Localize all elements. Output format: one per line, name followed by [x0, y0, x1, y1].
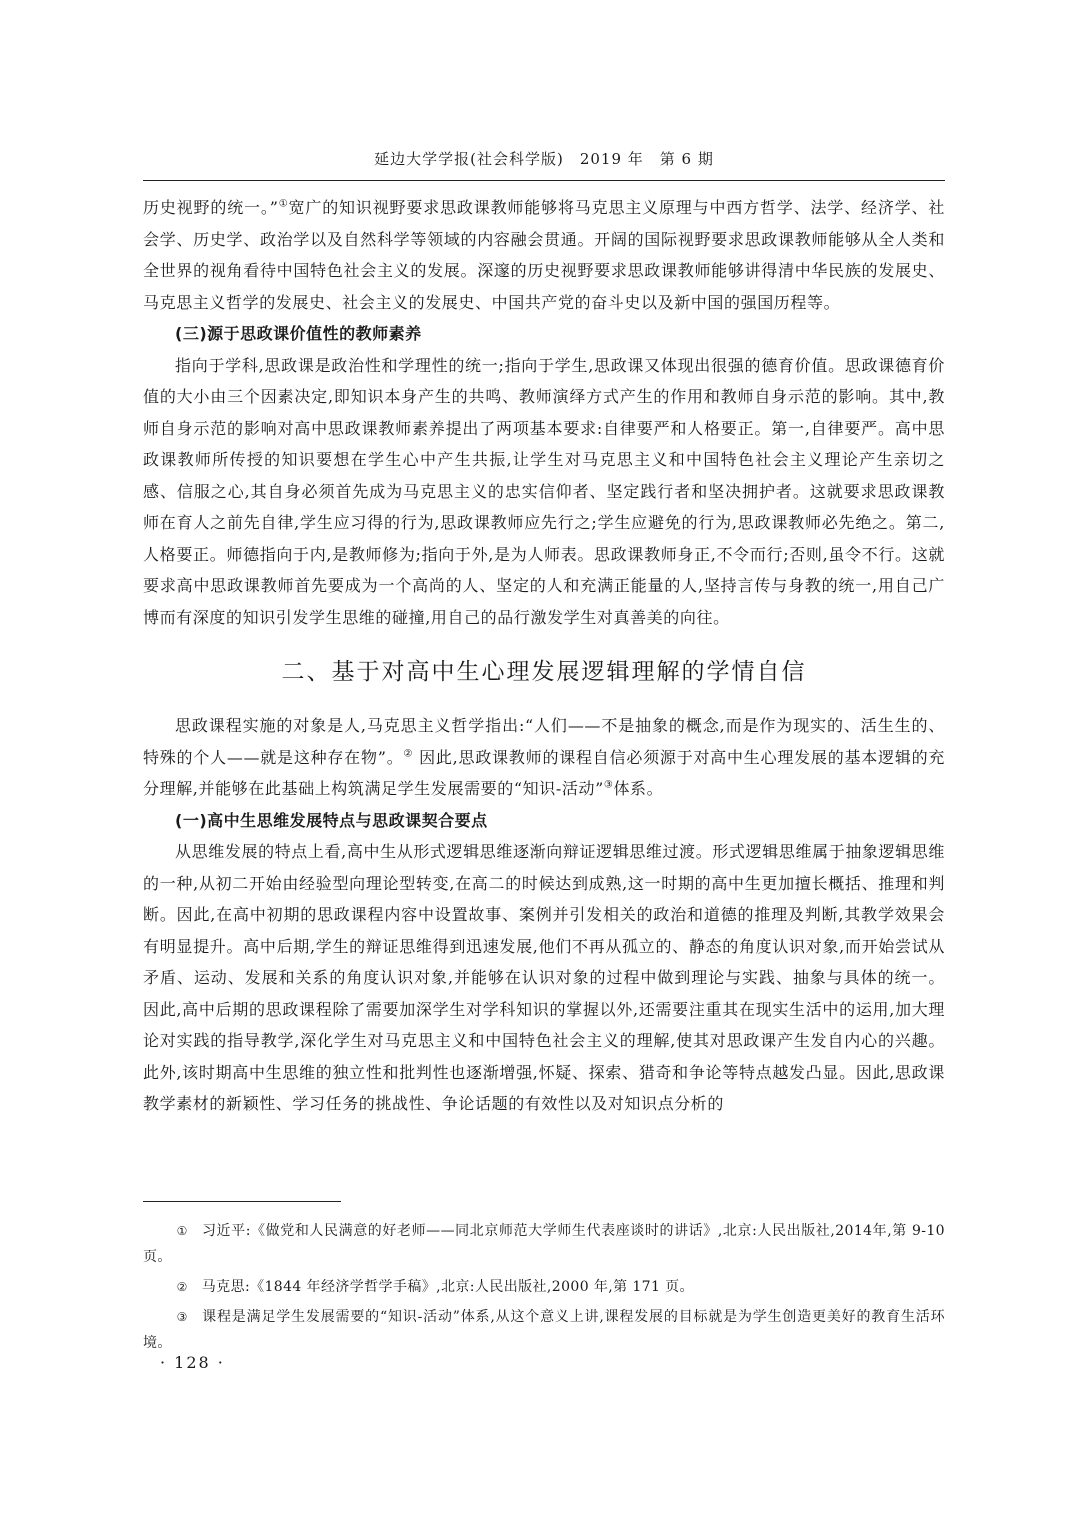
footnote-ref-1[interactable]: ①: [278, 198, 289, 210]
footnote-3: [143, 1304, 945, 1356]
paragraph-3-part-b: 因此,思政课教师的课程自信必须源于对高中生心理发展的基本逻辑的充分理解,并能够在此基础上构筑满足学生发展需要的“知识-活动”: [143, 747, 945, 798]
footnote-ref-3[interactable]: ③: [603, 779, 614, 791]
paragraph-3-part-c: 体系。: [613, 779, 664, 798]
paragraph-1-rest: 宽广的知识视野要求思政课教师能够将马克思主义原理与中西方哲学、法学、经济学、社会学、历史学、政治学以及自然科学等领域的内容融会贯通。开阔的国际视野要求思政课教师能够从全人类和全世界的视角看待中国特色社会主义的发展。深邃的历史视野要求思政课教师能够讲得清中华民族的发展史、马克思主义哲学的发展史、社会主义的发展史、中国共产党的奋斗史以及新中国的强国历程等。: [143, 198, 945, 312]
paragraph-3: [143, 710, 945, 805]
footnotes: [143, 1218, 945, 1360]
footnote-rule: [143, 1201, 341, 1202]
footnote-ref-2[interactable]: ②: [403, 748, 414, 760]
footnote-1: [143, 1218, 945, 1270]
footnote-2: [143, 1274, 945, 1300]
footnote-text: 马克思:《1844 年经济学哲学手稿》,北京:人民出版社,2000 年,第 171 页。: [201, 1279, 694, 1295]
page-number: · 128 ·: [160, 1353, 225, 1372]
footnote-marker: ②: [176, 1280, 188, 1294]
paragraph-1-start: 历史视野的统一。”: [143, 198, 279, 217]
section-heading-2: 二、基于对高中生心理发展逻辑理解的学情自信: [281, 659, 807, 685]
article-body: [143, 192, 945, 1120]
paragraph-2: 指向于学科,思政课是政治性和学理性的统一;指向于学生,思政课又体现出很强的德育价值。思政课德育价值的大小由三个因素决定,即知识本身产生的共鸣、教师演绎方式产生的作用和教师自身示范的影响。其中,教师自身示范的影响对高中思政课教师素养提出了两项基本要求:自律要严和人格要正。第一,自律要严。高中思政课教师所传授的知识要想在学生心中产生共振,让学生对马克思主义和中国特色社会主义理论产生亲切之感、信服之心,其自身必须首先成为马克思主义的忠实信仰者、坚定践行者和坚决拥护者。这就要求思政课教师在育人之前先自律,学生应习得的行为,思政课教师应先行之;学生应避免的行为,思政课教师必先绝之。第二,人格要正。师德指向于内,是教师修为;指向于外,是为人师表。思政课教师身正,不令而行;否则,虽令不行。这就要求高中思政课教师首先要成为一个高尚的人、坚定的人和充满正能量的人,坚持言传与身教的统一,用自己广博而有深度的知识引发学生思维的碰撞,用自己的品行激发学生对真善美的向往。: [143, 355, 945, 627]
paragraph-1: [143, 192, 945, 318]
paragraph-3-part-a: 思政课程实施的对象是人,马克思主义哲学指出:“人们——不是抽象的概念,而是作为现实的、活生生的、特殊的个人——就是这种存在物”。: [143, 716, 945, 767]
footnote-marker: ③: [176, 1310, 189, 1324]
running-header: 延边大学学报(社会科学版) 2019 年 第 6 期: [374, 150, 714, 168]
subsection-heading-3: (三)源于思政课价值性的教师素养: [175, 324, 422, 343]
header-rule: [143, 180, 945, 181]
subsection-heading-1: (一)高中生思维发展特点与思政课契合要点: [175, 810, 488, 830]
footnote-text: 课程是满足学生发展需要的“知识-活动”体系,从这个意义上讲,课程发展的目标就是为学生创造更美好的教育生活环境。: [143, 1309, 945, 1351]
footnote-marker: ①: [176, 1224, 188, 1238]
paragraph-4: 从思维发展的特点上看,高中生从形式逻辑思维逐渐向辩证逻辑思维过渡。形式逻辑思维属于抽象逻辑思维的一种,从初二开始由经验型向理论型转变,在高二的时候达到成熟,这一时期的高中生更加擅长概括、推理和判断。因此,在高中初期的思政课程内容中设置故事、案例并引发相关的政治和道德的推理及判断,其教学效果会有明显提升。高中后期,学生的辩证思维得到迅速发展,他们不再从孤立的、静态的角度认识对象,而开始尝试从矛盾、运动、发展和关系的角度认识对象,并能够在认识对象的过程中做到理论与实践、抽象与具体的统一。因此,高中后期的思政课程除了需要加深学生对学科知识的掌握以外,还需要注重其在现实生活中的运用,加大理论对实践的指导教学,深化学生对马克思主义和中国特色社会主义的理解,使其对思政课产生发自内心的兴趣。此外,该时期高中生思维的独立性和批判性也逐渐增强,怀疑、探索、猎奇和争论等特点越发凸显。因此,思政课教学素材的新颖性、学习任务的挑战性、争论话题的有效性以及对知识点分析的: [143, 842, 945, 1113]
footnote-text: 习近平:《做党和人民满意的好老师——同北京师范大学师生代表座谈时的讲话》,北京:人民出版社,2014年,第 9-10 页。: [143, 1223, 945, 1265]
